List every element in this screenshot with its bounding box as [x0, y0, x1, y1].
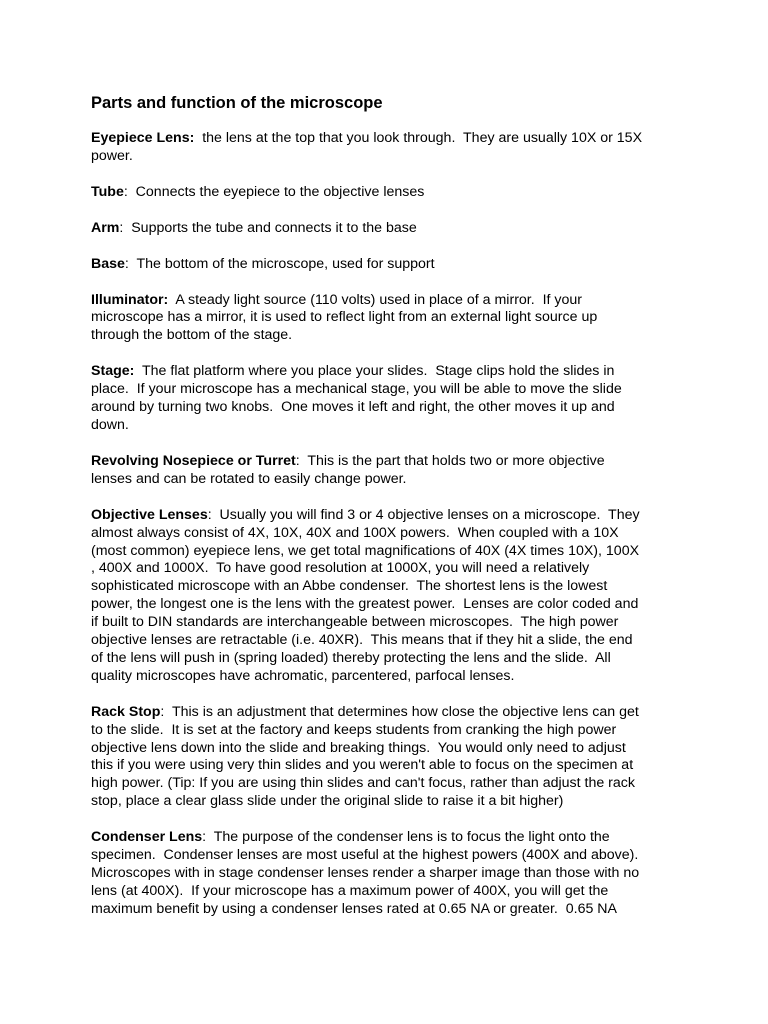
entry-term: Base — [91, 255, 125, 272]
entry-objective-lenses — [91, 507, 691, 686]
entry-separator: : — [295, 452, 308, 469]
entry-description: The bottom of the microscope, used for support — [136, 255, 435, 272]
entry-condenser-lens — [91, 829, 691, 919]
entry-description: This is the part that holds two or more objective lenses and can be rotated to easily change power. — [91, 452, 605, 487]
entry-description: The flat platform where you place your slides. Stage clips hold the slides in place. If your microscope has a mechanical stage, you will be able to move the slide around by turning two knobs. One moves it left and right, the other moves it up and down. — [91, 363, 622, 433]
entry-description: This is an adjustment that determines how close the objective lens can get to the slide. It is set at the factory and keeps students from cranking the high power objective lens down into the slide and breaking things. You would only need to adjust this if you were using very thin slides and you weren't able to focus on the specimen at high power. (Tip: If you are using thin slides and can't focus, rather than adjust the rack stop, place a clear glass slide under the original slide to raise it a bit higher) — [91, 703, 639, 810]
entry-separator: : — [207, 506, 220, 523]
entry-separator — [134, 363, 142, 379]
document-page — [91, 93, 691, 937]
entry-description: The purpose of the condenser lens is to focus the light onto the specimen. Condenser lenses are most useful at the highest powers (400X and above). Microscopes with in stage condenser lenses render a sharper image than those with no lens (at 400X). If your microscope has a maximum power of 400X, you will get the maximum benefit by using a condenser lenses rated at 0.65 NA or greater. 0.65 NA — [91, 829, 640, 917]
entry-separator: : — [160, 703, 172, 720]
entry-eyepiece-lens — [91, 130, 691, 166]
entry-separator: : — [123, 183, 136, 200]
entry-stage — [91, 363, 691, 435]
entry-illuminator — [91, 292, 691, 346]
entry-term: Stage: — [91, 363, 135, 380]
entry-base — [91, 256, 691, 274]
entry-arm — [91, 220, 691, 238]
entry-description: the lens at the top that you look through. They are usually 10X or 15X power. — [91, 130, 643, 164]
entry-separator: : — [124, 255, 137, 272]
entry-term: Eyepiece Lens: — [91, 130, 195, 146]
page-title: Parts and function of the microscope — [91, 94, 383, 112]
entry-term: Condenser Lens — [91, 829, 203, 846]
entry-term: Rack Stop — [91, 703, 161, 720]
entry-separator: : — [202, 829, 214, 846]
entry-term: Tube — [91, 183, 124, 200]
entry-term: Revolving Nosepiece or Turret — [91, 452, 296, 469]
entry-description: Usually you will find 3 or 4 objective lenses on a microscope. They almost always consist of 4X, 10X, 40X and 100X powers. When coupled with a 10X (most common) eyepiece lens, we get total magnifications of 40X (4X times 10X), 100X , 400X and 1000X. To have good resolution at 1000X, you will need a relatively sophisticated microscope with an Abbe condenser. The shortest lens is the lowest power, the longest one is the lens with the greatest power. Lenses are color coded and if built to DIN standards are interchangeable between microscopes. The high power objective lenses are retractable (i.e. 40XR). This means that if they hit a slide, the end of the lens will push in (spring loaded) thereby protecting the lens and the slide. All quality microscopes have achromatic, parcentered, parfocal lenses. — [91, 506, 640, 684]
entry-term: Objective Lenses — [91, 506, 208, 523]
entry-tube — [91, 184, 691, 202]
entry-description: Supports the tube and connects it to the base — [131, 219, 417, 236]
entry-description: Connects the eyepiece to the objective lenses — [135, 183, 425, 200]
entry-rack-stop — [91, 704, 691, 811]
entry-term: Illuminator: — [91, 291, 169, 308]
entry-revolving-nosepiece — [91, 453, 691, 489]
entry-description: A steady light source (110 volts) used in place of a mirror. If your microscope has a mirror, it is used to reflect light from an external light source up through the bottom of the stage. — [91, 291, 598, 344]
entry-separator: : — [119, 219, 132, 236]
entry-term: Arm — [91, 219, 120, 236]
